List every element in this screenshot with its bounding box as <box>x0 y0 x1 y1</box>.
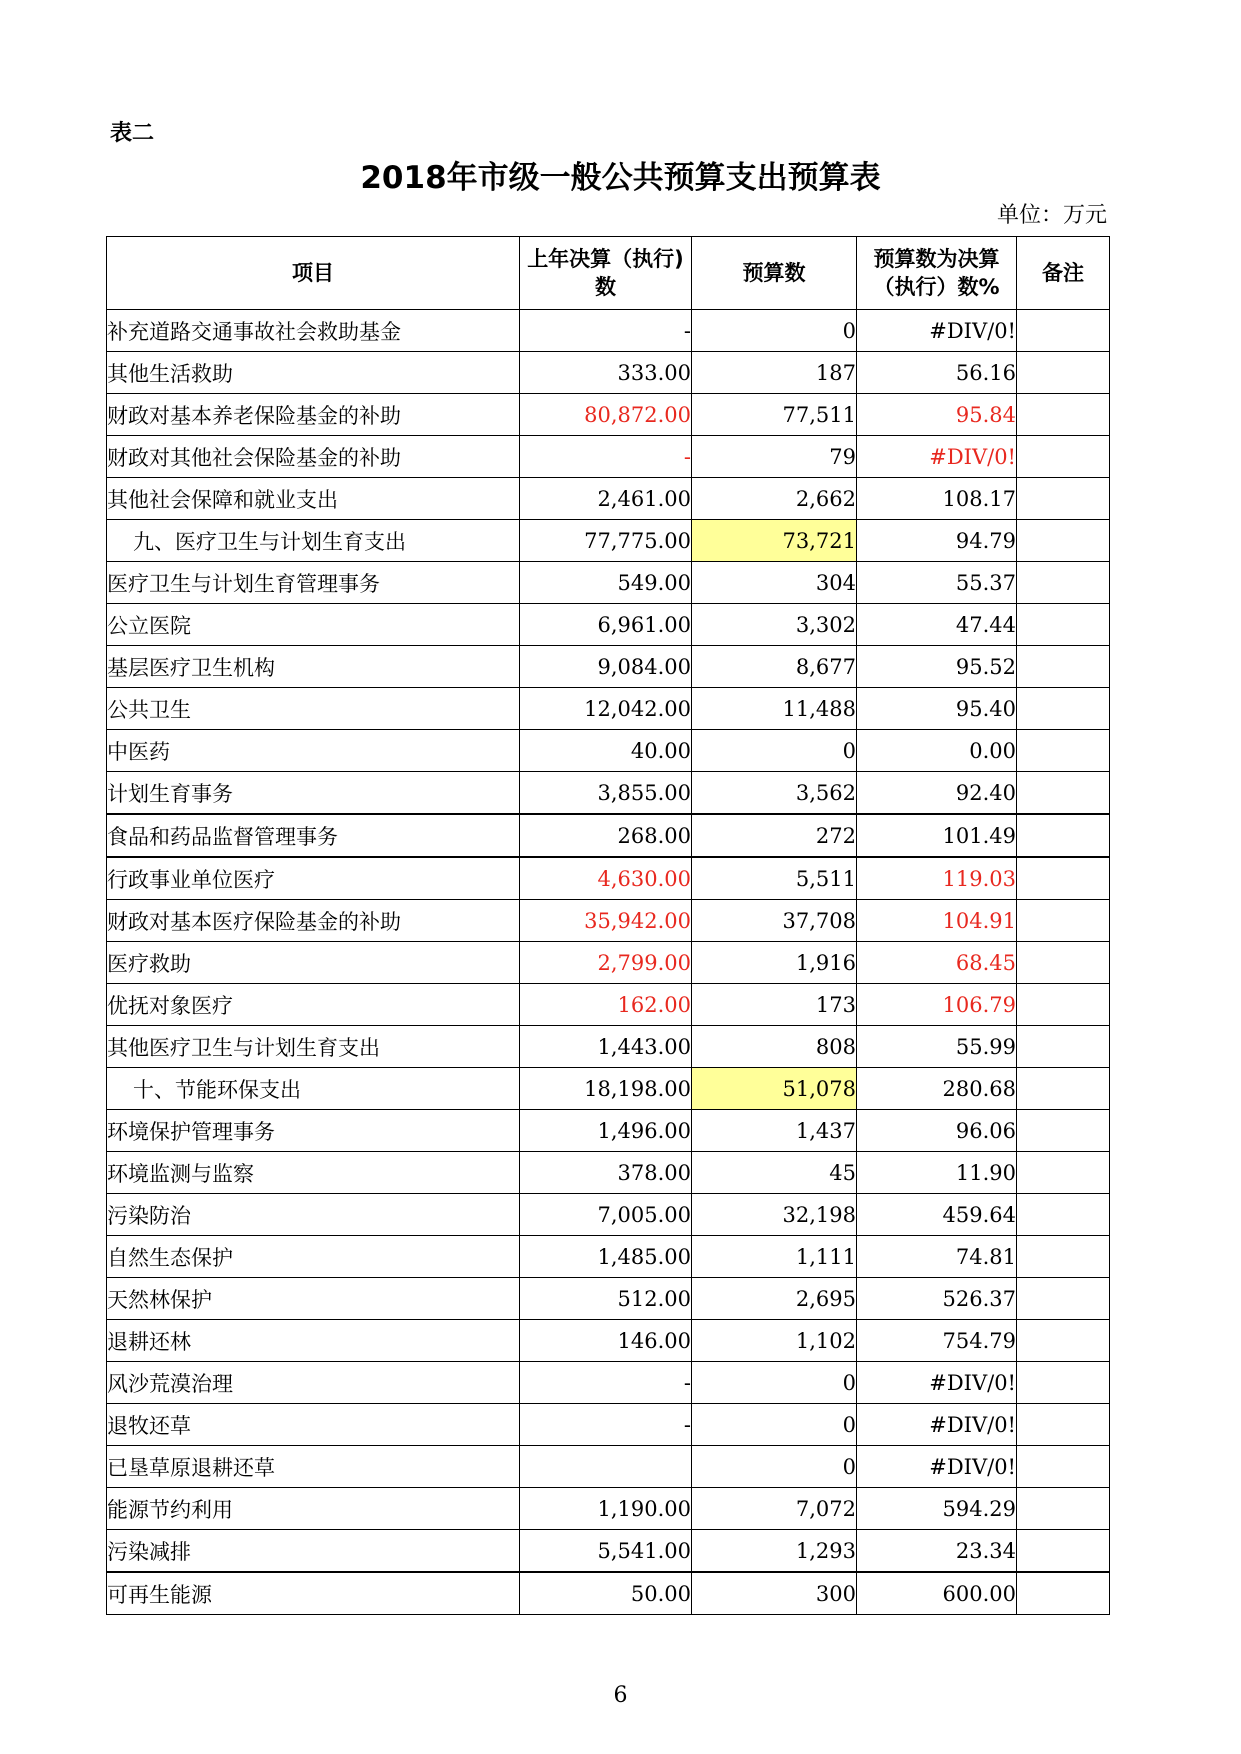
cell-last-year: - <box>520 310 692 352</box>
table-row <box>107 1026 1110 1068</box>
cell-remark <box>1017 1362 1110 1404</box>
cell-last-year: 5,541.00 <box>520 1530 692 1573</box>
cell-budget: 1,102 <box>692 1320 857 1362</box>
cell-ratio: 119.03 <box>857 857 1017 900</box>
cell-remark <box>1017 900 1110 942</box>
cell-remark <box>1017 1320 1110 1362</box>
cell-budget: 0 <box>692 310 857 352</box>
cell-ratio: 11.90 <box>857 1152 1017 1194</box>
cell-budget: 0 <box>692 1362 857 1404</box>
table-row <box>107 688 1110 730</box>
cell-remark <box>1017 1152 1110 1194</box>
cell-remark <box>1017 942 1110 984</box>
table-row <box>107 984 1110 1026</box>
cell-ratio: 95.52 <box>857 646 1017 688</box>
cell-last-year: 12,042.00 <box>520 688 692 730</box>
cell-ratio: 95.40 <box>857 688 1017 730</box>
cell-ratio: 56.16 <box>857 352 1017 394</box>
cell-last-year: - <box>520 436 692 478</box>
cell-budget: 808 <box>692 1026 857 1068</box>
cell-last-year: 1,496.00 <box>520 1110 692 1152</box>
cell-ratio: 94.79 <box>857 520 1017 562</box>
table-row <box>107 814 1110 857</box>
cell-item: 补充道路交通事故社会救助基金 <box>107 310 520 352</box>
cell-item: 风沙荒漠治理 <box>107 1362 520 1404</box>
cell-last-year: 35,942.00 <box>520 900 692 942</box>
cell-budget: 45 <box>692 1152 857 1194</box>
cell-ratio: 101.49 <box>857 814 1017 857</box>
cell-item: 其他生活救助 <box>107 352 520 394</box>
cell-item: 公共卫生 <box>107 688 520 730</box>
table-row <box>107 310 1110 352</box>
cell-last-year: 40.00 <box>520 730 692 772</box>
cell-last-year: 1,190.00 <box>520 1488 692 1530</box>
cell-item: 计划生育事务 <box>107 772 520 815</box>
table-row <box>107 1278 1110 1320</box>
cell-item: 能源节约利用 <box>107 1488 520 1530</box>
cell-remark <box>1017 1488 1110 1530</box>
table-row <box>107 900 1110 942</box>
cell-budget: 0 <box>692 730 857 772</box>
cell-last-year: 3,855.00 <box>520 772 692 815</box>
cell-remark <box>1017 310 1110 352</box>
table-row <box>107 604 1110 646</box>
cell-remark <box>1017 1110 1110 1152</box>
cell-budget: 187 <box>692 352 857 394</box>
table-body <box>107 310 1110 1615</box>
cell-last-year: 4,630.00 <box>520 857 692 900</box>
cell-ratio: 68.45 <box>857 942 1017 984</box>
cell-item: 可再生能源 <box>107 1572 520 1615</box>
cell-budget: 37,708 <box>692 900 857 942</box>
cell-last-year: 333.00 <box>520 352 692 394</box>
cell-ratio: 96.06 <box>857 1110 1017 1152</box>
cell-last-year <box>520 1446 692 1488</box>
cell-ratio: 55.99 <box>857 1026 1017 1068</box>
table-row <box>107 1194 1110 1236</box>
cell-item: 污染减排 <box>107 1530 520 1573</box>
cell-ratio: #DIV/0! <box>857 1362 1017 1404</box>
cell-ratio: 600.00 <box>857 1572 1017 1615</box>
cell-ratio: 74.81 <box>857 1236 1017 1278</box>
cell-ratio: 0.00 <box>857 730 1017 772</box>
cell-last-year: - <box>520 1362 692 1404</box>
cell-last-year: 2,461.00 <box>520 478 692 520</box>
cell-remark <box>1017 730 1110 772</box>
cell-remark <box>1017 814 1110 857</box>
table-header-row <box>107 237 1110 310</box>
cell-ratio: 108.17 <box>857 478 1017 520</box>
cell-ratio: 106.79 <box>857 984 1017 1026</box>
column-header-remark: 备注 <box>1017 237 1110 310</box>
cell-budget: 51,078 <box>692 1068 857 1110</box>
cell-ratio: 92.40 <box>857 772 1017 815</box>
cell-ratio: 459.64 <box>857 1194 1017 1236</box>
table-row <box>107 1488 1110 1530</box>
cell-remark <box>1017 352 1110 394</box>
cell-item: 行政事业单位医疗 <box>107 857 520 900</box>
table-row <box>107 520 1110 562</box>
table-row <box>107 857 1110 900</box>
cell-budget: 32,198 <box>692 1194 857 1236</box>
table-row <box>107 646 1110 688</box>
table-label: 表二 <box>110 121 155 146</box>
unit-label: 单位：万元 <box>996 203 1107 228</box>
cell-item: 财政对基本养老保险基金的补助 <box>107 394 520 436</box>
cell-item: 十、节能环保支出 <box>107 1068 520 1110</box>
table-row <box>107 1572 1110 1615</box>
page-title: 2018年市级一般公共预算支出预算表 <box>360 160 881 196</box>
table-row <box>107 942 1110 984</box>
cell-item: 环境保护管理事务 <box>107 1110 520 1152</box>
table-row <box>107 1530 1110 1573</box>
table-row <box>107 730 1110 772</box>
cell-budget: 77,511 <box>692 394 857 436</box>
cell-budget: 3,562 <box>692 772 857 815</box>
cell-budget: 1,437 <box>692 1110 857 1152</box>
column-header-budget: 预算数 <box>692 237 857 310</box>
cell-item: 自然生态保护 <box>107 1236 520 1278</box>
cell-budget: 0 <box>692 1446 857 1488</box>
cell-last-year: 1,485.00 <box>520 1236 692 1278</box>
cell-budget: 1,111 <box>692 1236 857 1278</box>
cell-last-year: 1,443.00 <box>520 1026 692 1068</box>
cell-last-year: 2,799.00 <box>520 942 692 984</box>
budget-table <box>106 236 1110 1615</box>
cell-remark <box>1017 1194 1110 1236</box>
cell-ratio: 280.68 <box>857 1068 1017 1110</box>
cell-budget: 11,488 <box>692 688 857 730</box>
table-row <box>107 562 1110 604</box>
cell-last-year: 268.00 <box>520 814 692 857</box>
cell-remark <box>1017 1068 1110 1110</box>
cell-budget: 79 <box>692 436 857 478</box>
cell-last-year: 77,775.00 <box>520 520 692 562</box>
cell-item: 中医药 <box>107 730 520 772</box>
cell-item: 基层医疗卫生机构 <box>107 646 520 688</box>
cell-ratio: #DIV/0! <box>857 1446 1017 1488</box>
cell-budget: 300 <box>692 1572 857 1615</box>
cell-remark <box>1017 436 1110 478</box>
cell-ratio: 526.37 <box>857 1278 1017 1320</box>
table-row <box>107 1404 1110 1446</box>
table-row <box>107 1236 1110 1278</box>
cell-item: 食品和药品监督管理事务 <box>107 814 520 857</box>
cell-budget: 73,721 <box>692 520 857 562</box>
cell-remark <box>1017 1026 1110 1068</box>
cell-remark <box>1017 1278 1110 1320</box>
cell-budget: 7,072 <box>692 1488 857 1530</box>
cell-item: 污染防治 <box>107 1194 520 1236</box>
table-row <box>107 1362 1110 1404</box>
cell-remark <box>1017 394 1110 436</box>
cell-remark <box>1017 646 1110 688</box>
cell-budget: 304 <box>692 562 857 604</box>
cell-last-year: 549.00 <box>520 562 692 604</box>
page-number: 6 <box>613 1683 628 1708</box>
table-row <box>107 352 1110 394</box>
cell-remark <box>1017 1404 1110 1446</box>
cell-budget: 2,662 <box>692 478 857 520</box>
cell-budget: 272 <box>692 814 857 857</box>
cell-last-year: 378.00 <box>520 1152 692 1194</box>
cell-ratio: 47.44 <box>857 604 1017 646</box>
cell-budget: 173 <box>692 984 857 1026</box>
cell-budget: 1,916 <box>692 942 857 984</box>
cell-item: 九、医疗卫生与计划生育支出 <box>107 520 520 562</box>
cell-budget: 0 <box>692 1404 857 1446</box>
cell-last-year: 6,961.00 <box>520 604 692 646</box>
cell-item: 医疗卫生与计划生育管理事务 <box>107 562 520 604</box>
column-header-item: 项目 <box>107 237 520 310</box>
cell-ratio: 104.91 <box>857 900 1017 942</box>
cell-budget: 1,293 <box>692 1530 857 1573</box>
cell-budget: 2,695 <box>692 1278 857 1320</box>
cell-ratio: 23.34 <box>857 1530 1017 1573</box>
cell-ratio: 594.29 <box>857 1488 1017 1530</box>
table-row <box>107 1320 1110 1362</box>
cell-item: 已垦草原退耕还草 <box>107 1446 520 1488</box>
cell-item: 退耕还林 <box>107 1320 520 1362</box>
column-header-ratio: 预算数为决算（执行）数% <box>857 237 1017 310</box>
cell-ratio: #DIV/0! <box>857 1404 1017 1446</box>
cell-remark <box>1017 1446 1110 1488</box>
cell-remark <box>1017 984 1110 1026</box>
cell-remark <box>1017 772 1110 815</box>
cell-budget: 5,511 <box>692 857 857 900</box>
cell-item: 医疗救助 <box>107 942 520 984</box>
cell-remark <box>1017 604 1110 646</box>
table-row <box>107 772 1110 815</box>
table-row <box>107 478 1110 520</box>
column-header-last-year: 上年决算（执行)数 <box>520 237 692 310</box>
table-row <box>107 1446 1110 1488</box>
cell-ratio: #DIV/0! <box>857 436 1017 478</box>
cell-item: 财政对其他社会保险基金的补助 <box>107 436 520 478</box>
cell-remark <box>1017 1530 1110 1573</box>
cell-ratio: 55.37 <box>857 562 1017 604</box>
cell-ratio: #DIV/0! <box>857 310 1017 352</box>
table-row <box>107 1152 1110 1194</box>
cell-item: 天然林保护 <box>107 1278 520 1320</box>
cell-item: 环境监测与监察 <box>107 1152 520 1194</box>
cell-last-year: 162.00 <box>520 984 692 1026</box>
cell-ratio: 754.79 <box>857 1320 1017 1362</box>
cell-item: 公立医院 <box>107 604 520 646</box>
cell-remark <box>1017 688 1110 730</box>
cell-remark <box>1017 478 1110 520</box>
cell-item: 其他社会保障和就业支出 <box>107 478 520 520</box>
table-row <box>107 394 1110 436</box>
cell-item: 优抚对象医疗 <box>107 984 520 1026</box>
cell-remark <box>1017 562 1110 604</box>
cell-last-year: 80,872.00 <box>520 394 692 436</box>
table-row <box>107 1068 1110 1110</box>
cell-last-year: 146.00 <box>520 1320 692 1362</box>
cell-budget: 3,302 <box>692 604 857 646</box>
cell-remark <box>1017 1236 1110 1278</box>
cell-remark <box>1017 1572 1110 1615</box>
cell-remark <box>1017 857 1110 900</box>
table-row <box>107 1110 1110 1152</box>
table-row <box>107 436 1110 478</box>
cell-last-year: - <box>520 1404 692 1446</box>
cell-last-year: 9,084.00 <box>520 646 692 688</box>
cell-item: 财政对基本医疗保险基金的补助 <box>107 900 520 942</box>
cell-ratio: 95.84 <box>857 394 1017 436</box>
cell-item: 其他医疗卫生与计划生育支出 <box>107 1026 520 1068</box>
cell-last-year: 7,005.00 <box>520 1194 692 1236</box>
cell-last-year: 18,198.00 <box>520 1068 692 1110</box>
cell-last-year: 50.00 <box>520 1572 692 1615</box>
cell-budget: 8,677 <box>692 646 857 688</box>
cell-remark <box>1017 520 1110 562</box>
cell-item: 退牧还草 <box>107 1404 520 1446</box>
cell-last-year: 512.00 <box>520 1278 692 1320</box>
